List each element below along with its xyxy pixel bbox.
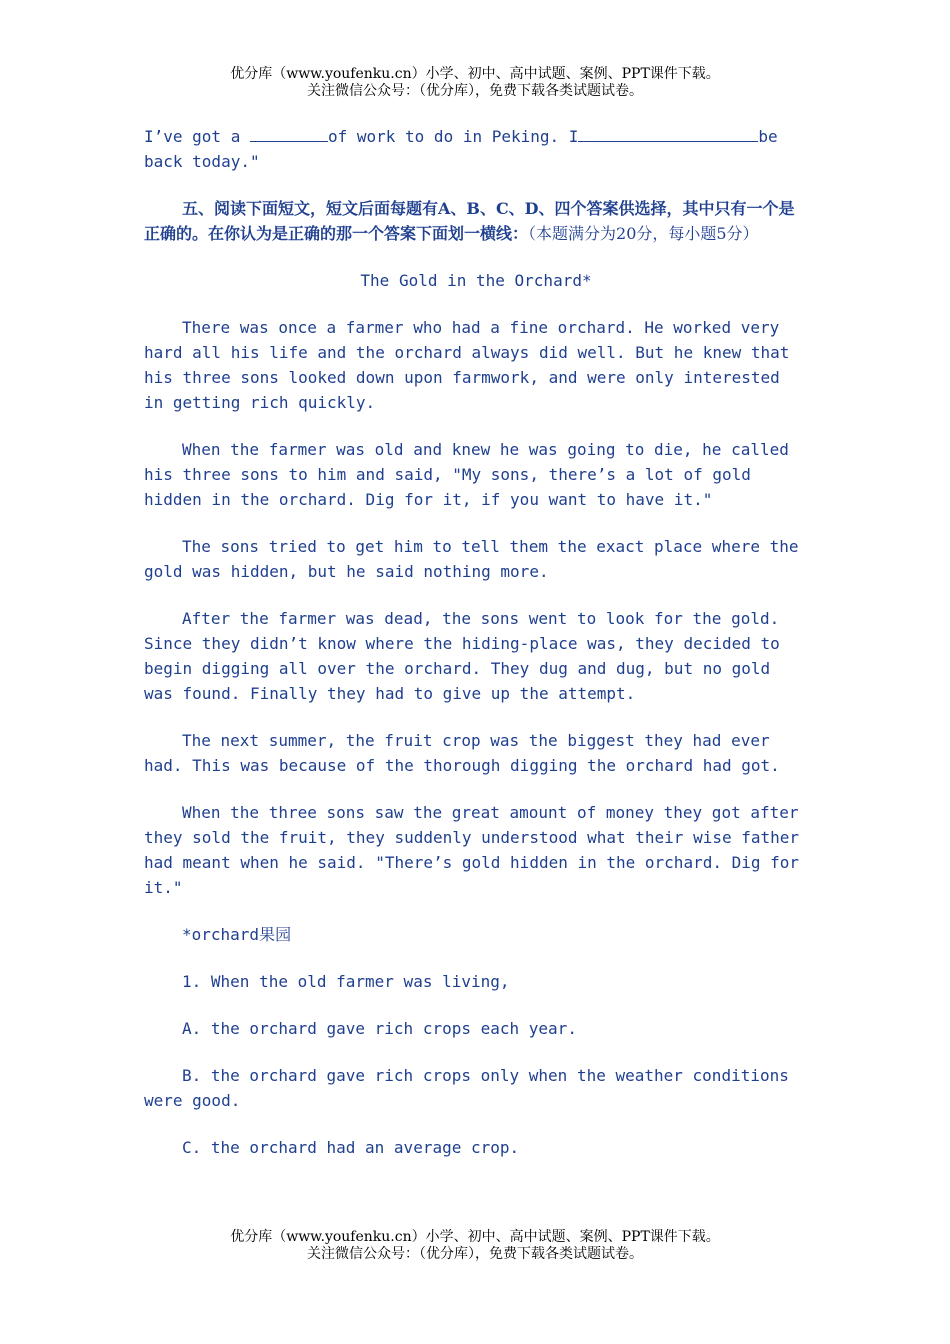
section-instruction <box>144 196 808 246</box>
instruction-bold-text: 五、阅读下面短文，短文后面每题有A、B、C、D、四个答案供选择，其中只有一个是正确的。在你认为是正确的那一个答案下面划一横线： <box>144 199 795 243</box>
footnote-orchard: *orchard果园 <box>182 925 292 944</box>
fill-blank-2[interactable] <box>578 125 758 142</box>
fill-blank-1[interactable] <box>250 125 328 142</box>
intro-text-3: be back today." <box>144 127 778 171</box>
page-header <box>0 66 950 100</box>
document-body <box>144 124 808 1160</box>
question-1-option-a[interactable]: A. the orchard gave rich crops each year. <box>182 1019 577 1038</box>
intro-sentence <box>144 124 808 174</box>
passage-paragraph-4: After the farmer was dead, the sons went to look for the gold. Since they didn’t know where the hiding-place was, they decided to begin digging all over the orchard. They dug and dug, but no gold was found. Finally they had to give up the attempt. <box>144 609 780 703</box>
intro-text-1: I’ve got a <box>144 127 250 146</box>
passage-paragraph-1: There was once a farmer who had a fine orchard. He worked very hard all his life and the orchard always did well. But he knew that his three sons looked down upon farmwork, and were only interested in getting rich quickly. <box>144 318 790 412</box>
intro-text-2: of work to do in Peking. I <box>327 127 579 146</box>
passage-title: The Gold in the Orchard* <box>360 271 592 290</box>
instruction-score-text: （本题满分为20分，每小题5分） <box>528 224 759 243</box>
question-1-option-b[interactable]: B. the orchard gave rich crops only when the weather conditions were good. <box>144 1066 789 1110</box>
passage-paragraph-3: The sons tried to get him to tell them the exact place where the gold was hidden, but he said nothing more. <box>144 537 799 581</box>
question-1-stem: 1. When the old farmer was living, <box>182 972 510 991</box>
header-line-2: 关注微信公众号：（优分库），免费下载各类试题试卷。 <box>307 83 643 99</box>
passage-paragraph-6: When the three sons saw the great amount of money they got after they sold the fruit, they suddenly understood what their wise father had meant when he said. "There’s gold hidden in the orchard. Dig for it." <box>144 803 800 897</box>
page-footer <box>0 1229 950 1263</box>
header-line-1: 优分库（www.youfenku.cn）小学、初中、高中试题、案例、PPT课件下载。 <box>230 66 720 82</box>
passage-paragraph-2: When the farmer was old and knew he was going to die, he called his three sons to him and said, "My sons, there’s a lot of gold hidden in the orchard. Dig for it, if you want to have it." <box>144 440 789 509</box>
passage-paragraph-5: The next summer, the fruit crop was the biggest they had ever had. This was because of the thorough digging the orchard had got. <box>144 731 780 775</box>
question-1-option-c[interactable]: C. the orchard had an average crop. <box>182 1138 520 1157</box>
footer-line-2: 关注微信公众号：（优分库），免费下载各类试题试卷。 <box>307 1246 643 1262</box>
footer-line-1: 优分库（www.youfenku.cn）小学、初中、高中试题、案例、PPT课件下载。 <box>230 1229 720 1245</box>
